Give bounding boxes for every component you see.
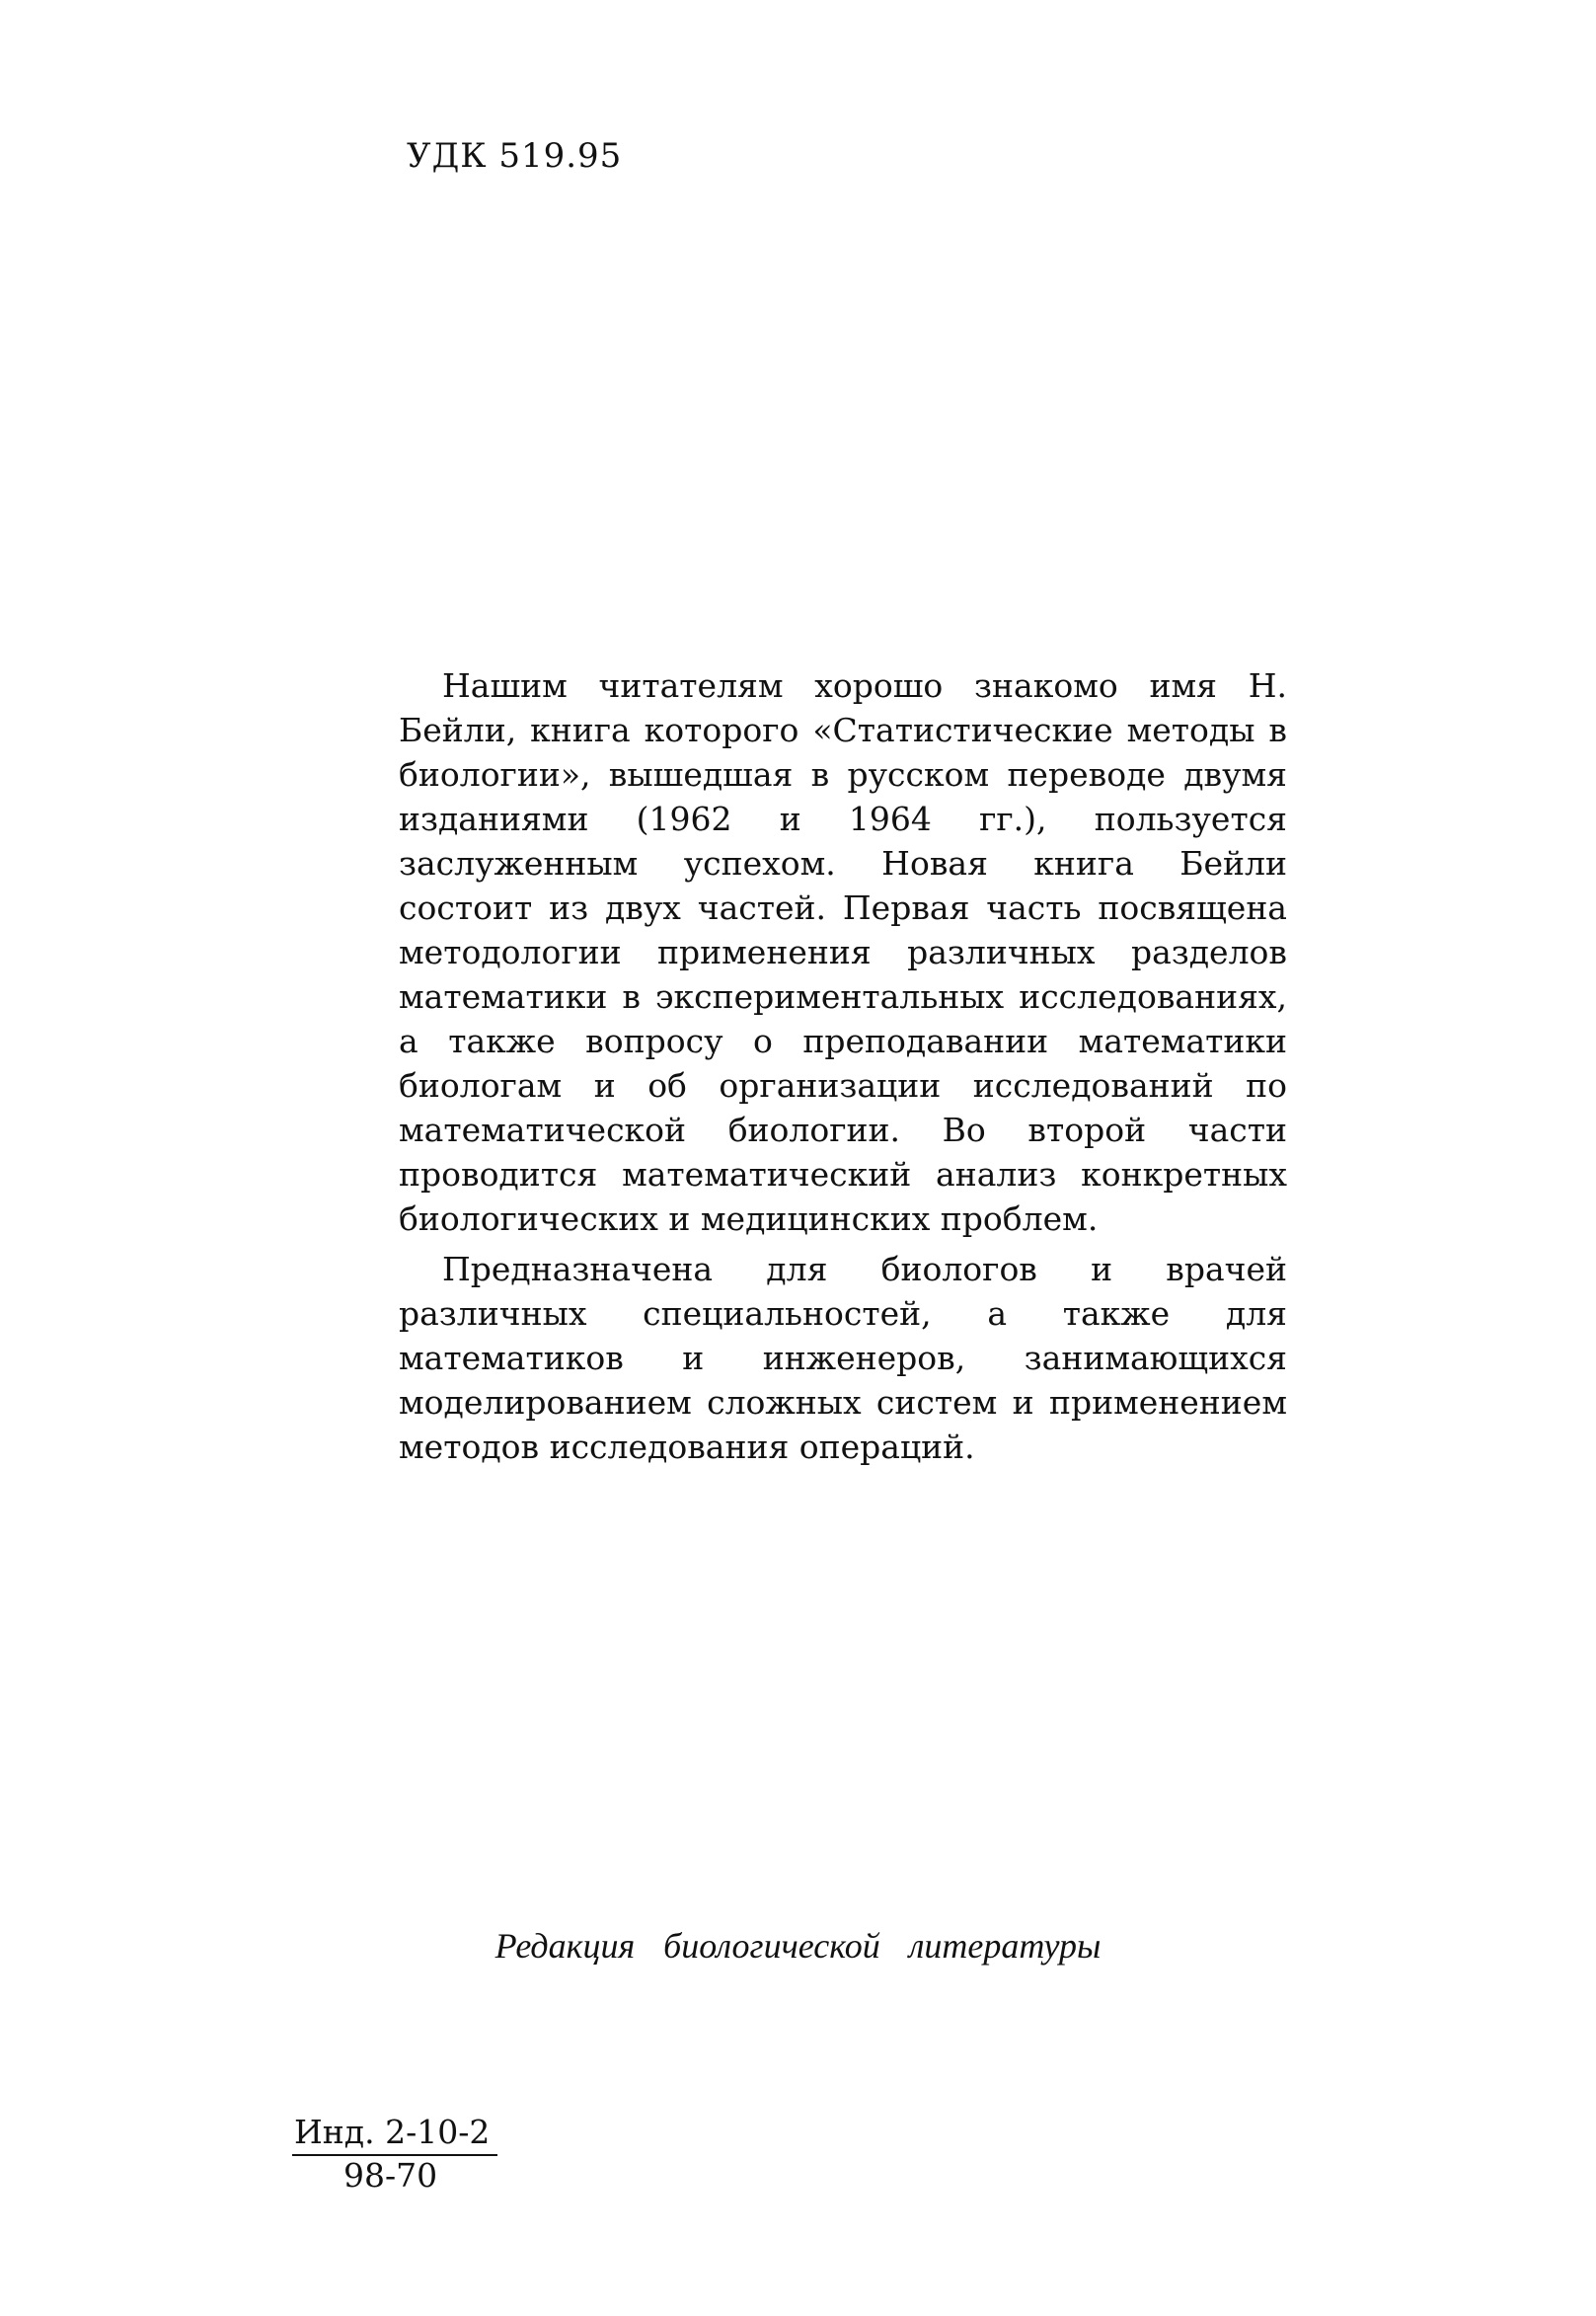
publication-index [292,2113,497,2196]
book-annotation [399,663,1287,1475]
index-code: Инд. 2-10-2 [292,2113,497,2156]
annotation-paragraph: Предназначена для биологов и врачей различных специальностей, а также для математиков и инженеров, занимающихся моделированием сложных систем и применением методов исследования операций. [399,1250,1287,1466]
editorial-office: Редакция биологической литературы [494,1926,1102,1966]
index-number: 98-70 [343,2156,438,2195]
annotation-paragraph: Нашим читателям хорошо знакомо имя Н. Бейли, книга которого «Статистические методы в биологии», вышедшая в русском переводе двумя изданиями (1962 и 1964 гг.), пользуется заслуженным успехом. Новая книга Бейли состоит из двух частей. Первая часть посвящена методологии применения различных разделов математики в экспериментальных исследованиях, а также вопросу о преподавании математики биологам и об организации исследований по математической биологии. Во второй части проводится математический анализ конкретных биологических и медицинских проблем. [399,666,1287,1238]
udk-code: УДК 519.95 [407,136,623,176]
